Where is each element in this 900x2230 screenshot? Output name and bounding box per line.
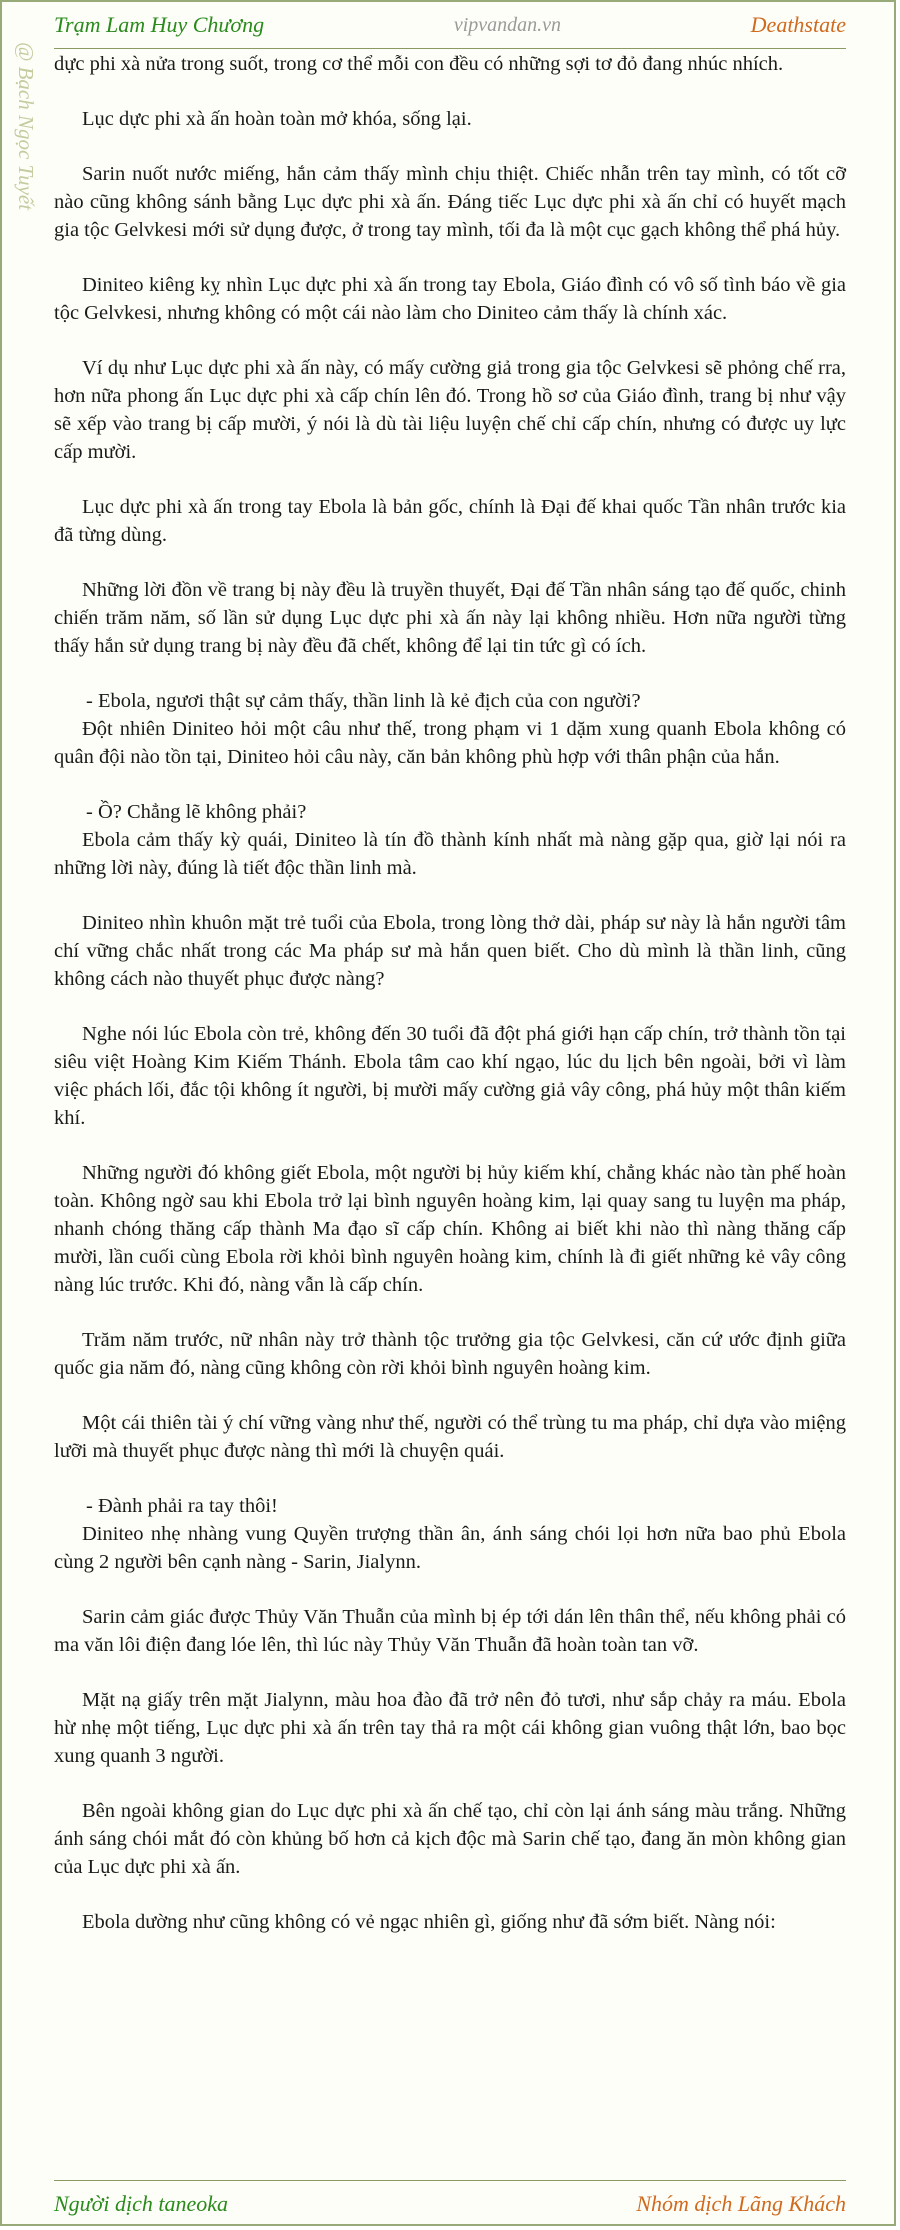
- paragraph: Sarin cảm giác được Thủy Văn Thuẫn của mình bị ép tới dán lên thân thể, nếu không phải có ma văn lôi điện đang lóe lên, thì lúc này Thủy Văn Thuẫn đã hoàn toàn tan vỡ.: [54, 1606, 846, 1656]
- paragraph: Mặt nạ giấy trên mặt Jialynn, màu hoa đào đã trở nên đỏ tươi, như sắp chảy ra máu. Ebola hừ nhẹ một tiếng, Lục dực phi xà ấn trên tay thả ra một cái không gian vuông thật lớn, bao bọc xung quanh 3 người.: [54, 1689, 846, 1767]
- paragraph: Nghe nói lúc Ebola còn trẻ, không đến 30 tuổi đã đột phá giới hạn cấp chín, trở thành tồn tại siêu việt Hoàng Kim Kiếm Thánh. Ebola tâm cao khí ngạo, lúc du lịch bên ngoài, bởi vì làm việc phách lối, đắc tội không ít người, bị mười mấy cường giả vây công, phá hủy một thân kiếm khí.: [54, 1023, 846, 1129]
- paragraph: Bên ngoài không gian do Lục dực phi xà ấn chế tạo, chỉ còn lại ánh sáng màu trắng. Những ánh sáng chói mắt đó còn khủng bố hơn cả kịch độc mà Sarin chế tạo, đang ăn mòn không gian của Lục dực phi xà ấn.: [54, 1800, 846, 1878]
- paragraph: Ví dụ như Lục dực phi xà ấn này, có mấy cường giả trong gia tộc Gelvkesi sẽ phỏng chế rra, hơn nữa phong ấn Lục dực phi xà cấp chín lên đó. Trong hồ sơ của Giáo đình, trang bị như vậy sẽ xếp vào trang bị cấp mười, ý nói là dù tài liệu luyện chế chỉ cấp chín, nhưng có được uy lực cấp mười.: [54, 357, 846, 463]
- footer-translator: Người dịch taneoka: [54, 2191, 229, 2216]
- paragraph: Diniteo kiêng kỵ nhìn Lục dực phi xà ấn trong tay Ebola, Giáo đình có vô số tình báo về gia tộc Gelvkesi, nhưng không có một cái nào làm cho Diniteo cảm thấy là chính xác.: [54, 274, 846, 324]
- paragraph: Lục dực phi xà ấn trong tay Ebola là bản gốc, chính là Đại đế khai quốc Tần nhân trước kia đã từng dùng.: [54, 496, 846, 546]
- header-url: vipvandan.vn: [453, 13, 562, 36]
- page-footer: [54, 2180, 846, 2227]
- chapter-text: [54, 50, 846, 1936]
- paragraph: dực phi xà nửa trong suốt, trong cơ thể mỗi con đều có những sợi tơ đỏ đang nhúc nhích.: [54, 53, 784, 75]
- paragraph: Lục dực phi xà ấn hoàn toàn mở khóa, sống lại.: [82, 108, 472, 130]
- paragraph: Những lời đồn về trang bị này đều là truyền thuyết, Đại đế Tần nhân sáng tạo đế quốc, chinh chiến trăm năm, số lần sử dụng Lục dực phi xà ấn này lại không nhiều. Hơn nữa người từng thấy hắn sử dụng trang bị này đều đã chết, không để lại tin tức gì có ích.: [54, 579, 846, 657]
- paragraph: Sarin nuốt nước miếng, hắn cảm thấy mình chịu thiệt. Chiếc nhẫn trên tay mình, có tốt cỡ nào cũng không sánh bằng Lục dực phi xà ấn. Đáng tiếc Lục dực phi xà ấn chỉ có huyết mạch gia tộc Gelvkesi mới sử dụng được, ở trong tay mình, tối đa là một cục gạch không thể phá hủy.: [54, 163, 846, 241]
- paragraph: Ebola dường như cũng không có vẻ ngạc nhiên gì, giống như đã sớm biết. Nàng nói:: [82, 1911, 776, 1933]
- header-site-name: Trạm Lam Huy Chương: [54, 12, 265, 37]
- paragraph: Diniteo nhìn khuôn mặt trẻ tuổi của Ebola, trong lòng thở dài, pháp sư này là hắn người tâm chí vững chắc nhất trong các Ma pháp sư mà hắn quen biết. Cho dù mình là thần linh, cũng không cách nào thuyết phục được nàng?: [54, 912, 846, 990]
- page-header: [54, 2, 846, 49]
- side-watermark: @ Bạch Ngọc Tuyết: [14, 42, 38, 211]
- paragraph: Ebola cảm thấy kỳ quái, Diniteo là tín đồ thành kính nhất mà nàng gặp qua, giờ lại nói ra những lời này, đúng là tiết độc thần linh mà.: [54, 829, 846, 879]
- dialogue-line: - Đành phải ra tay thôi!: [86, 1495, 278, 1517]
- header-book-title: Deathstate: [750, 12, 846, 37]
- paragraph: Trăm năm trước, nữ nhân này trở thành tộc trưởng gia tộc Gelvkesi, căn cứ ước định giữa quốc gia năm đó, nàng cũng không còn rời khỏi bình nguyên hoàng kim.: [54, 1329, 846, 1379]
- paragraph: Một cái thiên tài ý chí vững vàng như thế, người có thể trùng tu ma pháp, chỉ dựa vào miệng lưỡi mà thuyết phục được nàng thì mới là chuyện quái.: [54, 1412, 846, 1462]
- paragraph: Đột nhiên Diniteo hỏi một câu như thế, trong phạm vi 1 dặm xung quanh Ebola không có quân đội nào tồn tại, Diniteo hỏi câu này, căn bản không phù hợp với thân phận của hắn.: [54, 718, 846, 768]
- dialogue-line: - Ebola, ngươi thật sự cảm thấy, thần linh là kẻ địch của con người?: [86, 690, 641, 712]
- paragraph: Những người đó không giết Ebola, một người bị hủy kiếm khí, chẳng khác nào tàn phế hoàn toàn. Không ngờ sau khi Ebola trở lại bình nguyên hoàng kim, lại quay sang tu luyện ma pháp, nhanh chóng thăng cấp thành Ma đạo sĩ cấp chín. Không ai biết khi nào thì nàng thăng cấp mười, lần cuối cùng Ebola rời khỏi bình nguyên hoàng kim, chính là đi giết những kẻ vây công nàng lúc trước. Khi đó, nàng vẫn là cấp chín.: [54, 1162, 846, 1296]
- dialogue-line: - Ồ? Chẳng lẽ không phải?: [86, 801, 307, 823]
- footer-translation-group: Nhóm dịch Lãng Khách: [636, 2191, 846, 2216]
- paragraph: Diniteo nhẹ nhàng vung Quyền trượng thần ân, ánh sáng chói lọi hơn nữa bao phủ Ebola cùng 2 người bên cạnh nàng - Sarin, Jialynn.: [54, 1523, 846, 1573]
